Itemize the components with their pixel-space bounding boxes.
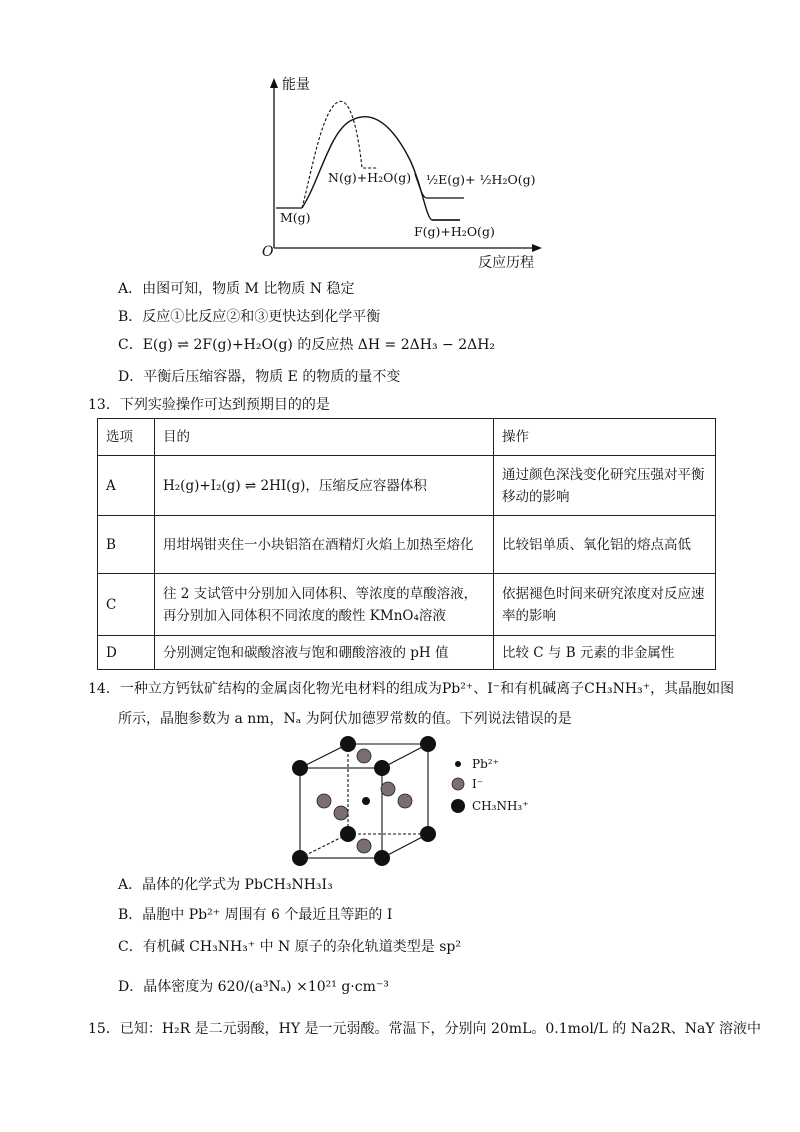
legend-methylammonium-label: CH₃NH₃⁺	[472, 799, 529, 813]
table-row	[98, 516, 716, 574]
legend-iodide-label: I⁻	[472, 777, 484, 791]
row-goal: H₂(g)+I₂(g) ⇌ 2HI(g)，压缩反应容器体积	[155, 456, 494, 516]
row-goal: 往 2 支试管中分别加入同体积、等浓度的草酸溶液，再分别加入同体积不同浓度的酸性 KMnO₄溶液	[155, 574, 494, 636]
row-option: C	[98, 574, 155, 636]
label-F: F(g)+H₂O(g)	[414, 224, 495, 239]
row-goal: 分别测定饱和碳酸溶液与饱和硼酸溶液的 pH 值	[155, 636, 494, 670]
q14-option-b: B．晶胞中 Pb²⁺ 周围有 6 个最近且等距的 I	[118, 907, 393, 923]
iodide-atom	[398, 794, 412, 808]
legend-lead-symbol	[455, 761, 461, 767]
q15-stem: 15．已知：H₂R 是二元弱酸，HY 是一元弱酸。常温下，分别向 20mL。0.1mol/L 的 Na2R、NaY 溶液中	[88, 1021, 762, 1037]
row-option: B	[98, 516, 155, 574]
legend-symbols	[450, 756, 470, 816]
q14-option-d: D．晶体密度为 620/(a³Nₐ) ×10²¹ g·cm⁻³	[118, 979, 389, 995]
table-row	[98, 456, 716, 516]
q14-stem-line1: 14．一种立方钙钛矿结构的金属卤化物光电材料的组成为Pb²⁺、I⁻和有机碱离子CH₃NH₃⁺，其晶胞如图	[88, 681, 735, 697]
experiment-table	[97, 418, 716, 670]
methylammonium-ion	[340, 826, 356, 842]
row-operation: 比较铝单质、氧化铝的熔点高低	[494, 516, 716, 574]
header-operation: 操作	[494, 419, 716, 456]
x-axis-arrow	[532, 244, 542, 252]
iodide-atom	[357, 839, 371, 853]
methylammonium-ion	[420, 736, 436, 752]
header-goal: 目的	[155, 419, 494, 456]
q13-stem: 13．下列实验操作可达到预期目的的是	[88, 397, 330, 413]
methylammonium-ion	[374, 760, 390, 776]
solid-to-E	[415, 174, 426, 198]
legend-methylammonium-symbol	[451, 799, 465, 813]
table-row	[98, 574, 716, 636]
y-axis-arrow	[270, 78, 278, 88]
q14-option-c: C．有机碱 CH₃NH₃⁺ 中 N 原子的杂化轨道类型是 sp²	[118, 939, 461, 955]
row-option: D	[98, 636, 155, 670]
row-operation: 依据褪色时间来研究浓度对反应速率的影响	[494, 574, 716, 636]
table-row	[98, 636, 716, 670]
q14-option-a: A．晶体的化学式为 PbCH₃NH₃I₃	[118, 877, 333, 893]
iodide-atom	[334, 806, 348, 820]
row-operation: 比较 C 与 B 元素的非金属性	[494, 636, 716, 670]
methylammonium-ion	[292, 850, 308, 866]
q14-stem-line2: 所示，晶胞参数为 a nm，Nₐ 为阿伏加德罗常数的值。下列说法错误的是	[118, 711, 572, 727]
x-axis-label: 反应历程	[478, 255, 534, 271]
label-M: M(g)	[280, 210, 311, 225]
methylammonium-ion	[374, 850, 390, 866]
legend-iodide-symbol	[452, 778, 464, 790]
crystal-cell-diagram	[290, 734, 440, 868]
label-N: N(g)+H₂O(g)	[328, 170, 412, 185]
row-operation: 通过颜色深浅变化研究压强对平衡移动的影响	[494, 456, 716, 516]
methylammonium-ion	[292, 760, 308, 776]
solid-reaction-path	[302, 117, 460, 220]
methylammonium-ion	[420, 826, 436, 842]
label-E: ½E(g)+ ½H₂O(g)	[426, 172, 536, 187]
table-header-row	[98, 419, 716, 456]
iodide-atom	[317, 794, 331, 808]
iodide-atom	[381, 782, 395, 796]
header-option: 选项	[98, 419, 155, 456]
legend-lead-label: Pb²⁺	[472, 757, 499, 771]
origin-label: O	[262, 244, 274, 260]
iodide-atom	[357, 749, 371, 763]
q12-option-a: A．由图可知，物质 M 比物质 N 稳定	[118, 281, 355, 297]
q12-option-c: C．E(g) ⇌ 2F(g)+H₂O(g) 的反应热 ΔH = 2ΔH₃ − 2ΔH₂	[118, 337, 496, 353]
lead-ion	[362, 797, 370, 805]
methylammonium-ion	[340, 736, 356, 752]
row-option: A	[98, 456, 155, 516]
q12-option-b: B．反应①比反应②和③更快达到化学平衡	[118, 309, 381, 325]
q12-option-d: D．平衡后压缩容器，物质 E 的物质的量不变	[118, 369, 401, 385]
y-axis-label: 能量	[282, 77, 310, 93]
row-goal: 用坩埚钳夹住一小块铝箔在酒精灯火焰上加热至熔化	[155, 516, 494, 574]
